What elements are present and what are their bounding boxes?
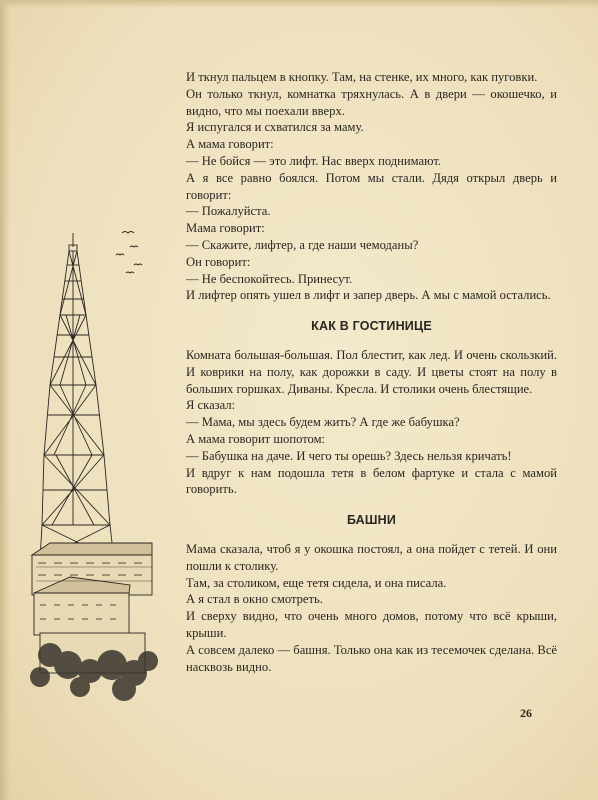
paragraph: А я все равно боялся. Потом мы стали. Дядя открыл дверь и говорит:: [186, 170, 557, 202]
page-number: 26: [520, 706, 532, 720]
section-towers: [186, 512, 557, 675]
paragraph: — Пожалуйста.: [186, 204, 271, 219]
paragraph: Он говорит:: [186, 254, 251, 269]
paragraph: А мама говорит шопотом:: [186, 431, 326, 446]
paragraph: — Скажите, лифтер, а где наши чемоданы?: [186, 237, 419, 252]
paragraph: — Не беспокойтесь. Принесут.: [186, 271, 353, 286]
page-edge-shadow: [0, 0, 10, 800]
tower-illustration: [30, 225, 160, 705]
section-lift: [186, 69, 557, 304]
paragraph: Мама сказала, чтоб я у окошка постоял, а она пойдет с тетей. И они пошли к столику.: [186, 541, 557, 573]
paragraph: Он только ткнул, комнатка тряхнулась. А в двери — окошечко, и видно, что мы поехали вверх.: [186, 86, 557, 118]
section-heading: КАК В ГОСТИНИЦЕ: [311, 319, 432, 334]
paragraph: Мама говорит:: [186, 221, 265, 236]
paragraph: Я испугался и схватился за маму.: [186, 120, 364, 135]
text-column: [186, 69, 557, 675]
section-hotel: [186, 318, 557, 498]
paragraph: — Бабушка на даче. И чего ты орешь? Здесь нельзя кричать!: [186, 448, 512, 463]
paragraph: — Мама, мы здесь будем жить? А где же бабушка?: [186, 415, 460, 430]
paragraph: А мама говорит:: [186, 137, 274, 152]
paragraph: А я стал в окно смотреть.: [186, 592, 323, 607]
paragraph: И сверху видно, что очень много домов, потому что всё крыши, крыши.: [186, 609, 557, 640]
paragraph: Комната большая-большая. Пол блестит, как лед. И очень скользкий. И коврики на полу, как дорожки в саду. И цветы стоят на полу в больших горшках. Диваны. Кресла. И столики очень блестящие.: [186, 347, 557, 396]
paragraph: Там, за столиком, еще тетя сидела, и она писала.: [186, 575, 447, 590]
paragraph: И вдруг к нам подошла тетя в белом фартуке и стала с мамой говорить.: [186, 465, 557, 497]
section-heading: БАШНИ: [346, 513, 397, 528]
paragraph: И лифтер опять ушел в лифт и запер дверь. А мы с мамой остались.: [186, 288, 551, 303]
page-top-shadow: [0, 0, 598, 8]
paragraph: А совсем далеко — башня. Только она как из тесемочек сделана. Всё насквозь видно.: [186, 642, 557, 674]
paragraph: Я сказал:: [186, 398, 236, 413]
paragraph: — Не бойся — это лифт. Нас вверх поднимают.: [186, 153, 442, 168]
paragraph: И ткнул пальцем в кнопку. Там, на стенке, их много, как пуговки.: [186, 70, 538, 84]
